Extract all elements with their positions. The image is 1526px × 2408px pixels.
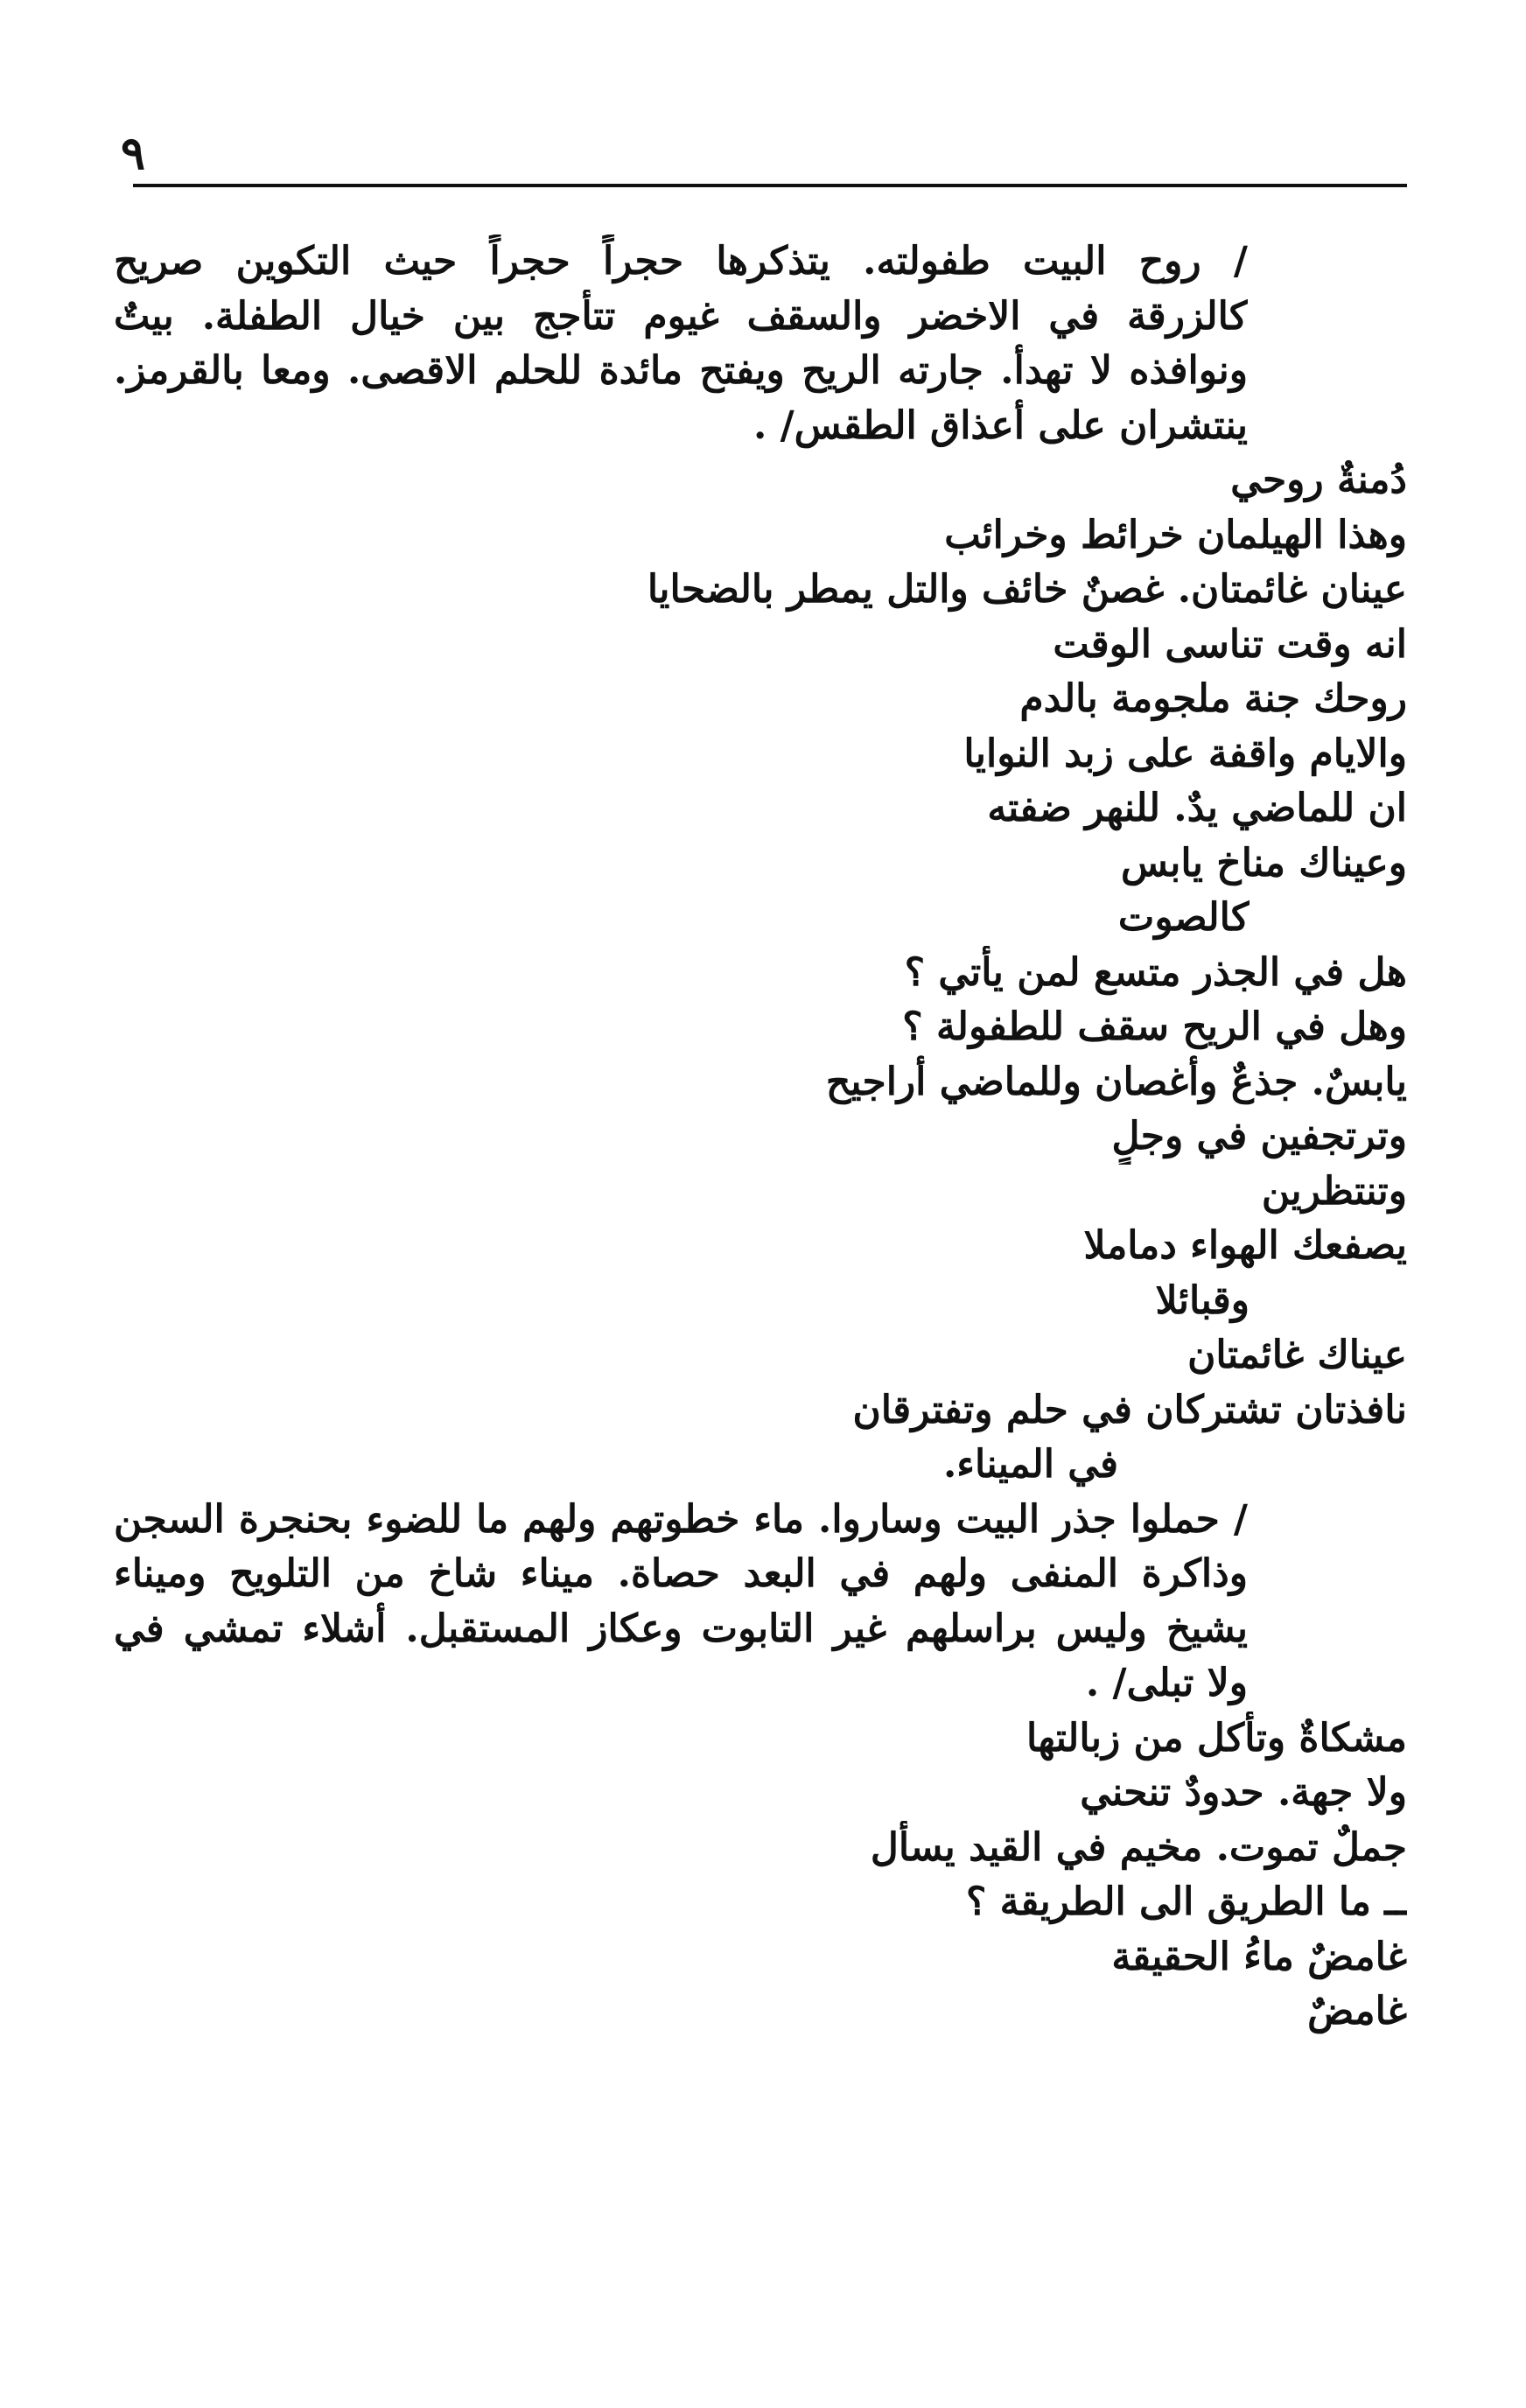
verse-line: ولا جهة. حدودٌ تنحني bbox=[1080, 1770, 1407, 1815]
verse-line: غامضٌ bbox=[1307, 1989, 1407, 2034]
verse-line: روحك جنة ملجومة بالدم bbox=[1019, 676, 1407, 721]
verse-line: يابسٌ. جذعٌ وأغصان وللماضي أراجيح bbox=[825, 1059, 1407, 1104]
verse-line: عيناك غائمتان bbox=[1187, 1333, 1407, 1377]
prose-line: ينتشران على أعذاق الطقس/ . bbox=[752, 402, 1248, 448]
verse-line: جملٌ تموت. مخيم في القيد يسأل bbox=[870, 1824, 1407, 1870]
verse-line: وعيناك مناخ يابس bbox=[1120, 840, 1407, 886]
verse-line: وترتجفين في وجلٍ bbox=[1111, 1114, 1407, 1158]
prose-line: ونوافذه لا تهدأ. جارته الريح ويفتح مائدة للحلم الاقصى. ومعا بالقرمز. bbox=[114, 348, 1248, 393]
verse-line: وهذا الهيلمان خرائط وخرائب bbox=[944, 512, 1407, 557]
prose-line: / روح البيت طفولته. يتذكرها حجراً حجراً حيث التكوين صريح bbox=[114, 239, 1248, 284]
prose-line: وذاكرة المنفى ولهم في البعد حصاة. ميناء شاخ من التلويح وميناء bbox=[114, 1551, 1248, 1596]
verse-line: مشكاةٌ وتأكل من زبالتها bbox=[1026, 1715, 1407, 1760]
verse-line: ــ ما الطريق الى الطريقة ؟ bbox=[965, 1880, 1407, 1924]
verse-line: ان للماضي يدٌ. للنهر ضفته bbox=[987, 786, 1407, 830]
verse-line: وهل في الريح سقف للطفولة ؟ bbox=[902, 1004, 1407, 1049]
verse-line: وتنتظرين bbox=[1261, 1168, 1407, 1214]
verse-line: هل في الجذر متسع لمن يأتي ؟ bbox=[904, 949, 1407, 995]
verse-line: في الميناء. bbox=[942, 1442, 1118, 1487]
verse-line: دُمنةٌ روحي bbox=[1230, 458, 1407, 502]
verse-line: كالصوت bbox=[1117, 895, 1250, 940]
verse-line: نافذتان تشتركان في حلم وتفترقان bbox=[852, 1387, 1407, 1432]
verse-line: والايام واقفة على زبد النوايا bbox=[963, 731, 1407, 776]
verse-line: يصفعك الهواء دماملا bbox=[1083, 1223, 1407, 1268]
page-number: ٩ bbox=[121, 127, 145, 180]
body-text bbox=[114, 234, 1407, 2040]
verse-line: غامضٌ ماءُ الحقيقة bbox=[1111, 1934, 1407, 1979]
prose-line: يشيخ وليس براسلهم غير التابوت وعكاز المستقبل. أشلاء تمشي في bbox=[114, 1606, 1248, 1651]
prose-line: / حملوا جذر البيت وساروا. ماء خطوتهم ولهم ما للضوء بحنجرة السجن bbox=[114, 1496, 1248, 1542]
verse-line: وقبائلا bbox=[1155, 1278, 1250, 1323]
prose-line: ولا تبلى/ . bbox=[1085, 1661, 1248, 1705]
verse-line: انه وقت تناسى الوقت bbox=[1053, 621, 1407, 667]
verse-line: عينان غائمتان. غصنٌ خائف والتل يمطر بالضحايا bbox=[647, 567, 1407, 612]
header-rule bbox=[133, 184, 1407, 187]
prose-line: كالزرقة في الاخضر والسقف غيوم تتأجج بين خيال الطفلة. بيتٌ bbox=[114, 293, 1248, 339]
